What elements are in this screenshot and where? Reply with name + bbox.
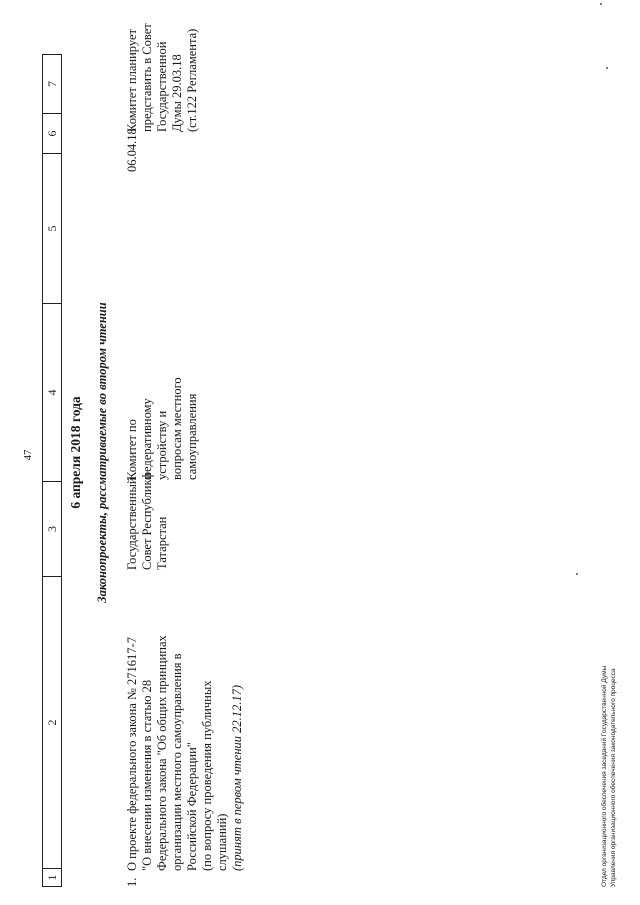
bill-title-line: слушаний) — [215, 813, 229, 871]
column-number-cell: 1 — [43, 869, 62, 887]
submitter-line: Татарстан — [155, 516, 169, 570]
note-line: Думы 29.03.18 — [170, 54, 184, 132]
bill-title-line: Федерального закона "Об общих принципах — [155, 635, 169, 871]
bill-title-line: Российской Федерации" — [185, 742, 199, 871]
column-number-cell: 4 — [43, 304, 62, 482]
note-line: представить в Совет — [140, 23, 154, 132]
bill-title-line: О проекте федерального закона № 271617-7 — [125, 637, 139, 871]
footer — [600, 666, 618, 887]
bill-title-line: (по вопросу проведения публичных — [200, 680, 214, 871]
committee-line: федеративному — [140, 398, 154, 480]
note-line: (ст.122 Регламента) — [185, 28, 199, 132]
submitter-line: Государственный — [125, 477, 139, 570]
column-number-cell: 2 — [43, 577, 62, 869]
footer-line: Отдел организационного обеспечения заседаний Государственной Думы — [601, 665, 608, 887]
committee-line: самоуправления — [185, 393, 199, 480]
committee-line: Комитет по — [125, 419, 139, 480]
column-number-cell: 6 — [43, 114, 62, 154]
submitter-line: Совет Республики — [140, 472, 154, 570]
column-number-cell: 3 — [43, 482, 62, 577]
note-line: Комитет планирует — [125, 29, 139, 132]
committee-note — [125, 12, 200, 132]
bill-title-line: "О внесении изменения в статью 28 — [140, 679, 154, 871]
scan-speck — [606, 67, 608, 69]
note-line: Государственной — [155, 41, 169, 132]
bill-title — [125, 635, 245, 871]
bill-title-line: организации местного самоуправления в — [170, 653, 184, 871]
column-number-cell: 5 — [43, 154, 62, 304]
scan-speck — [576, 573, 578, 575]
section-heading: Законопроекты, рассматриваемые во втором чтении — [95, 302, 109, 603]
footer-line: Управления организационного обеспечения законодательного процесса — [610, 668, 617, 887]
responsible-committee — [125, 340, 200, 480]
scan-speck — [600, 3, 602, 5]
item-number: 1. — [125, 877, 139, 887]
consideration-date: 06.04.18 — [125, 128, 139, 172]
committee-line: устройству и — [155, 410, 169, 480]
first-reading-note: (принят в первом чтении 22.12.17) — [230, 684, 244, 871]
committee-line: вопросам местного — [170, 377, 184, 480]
date-heading: 6 апреля 2018 года — [68, 396, 83, 509]
page-number: 47 — [22, 449, 34, 461]
column-number-header — [42, 54, 62, 887]
column-number-cell: 7 — [43, 55, 62, 114]
